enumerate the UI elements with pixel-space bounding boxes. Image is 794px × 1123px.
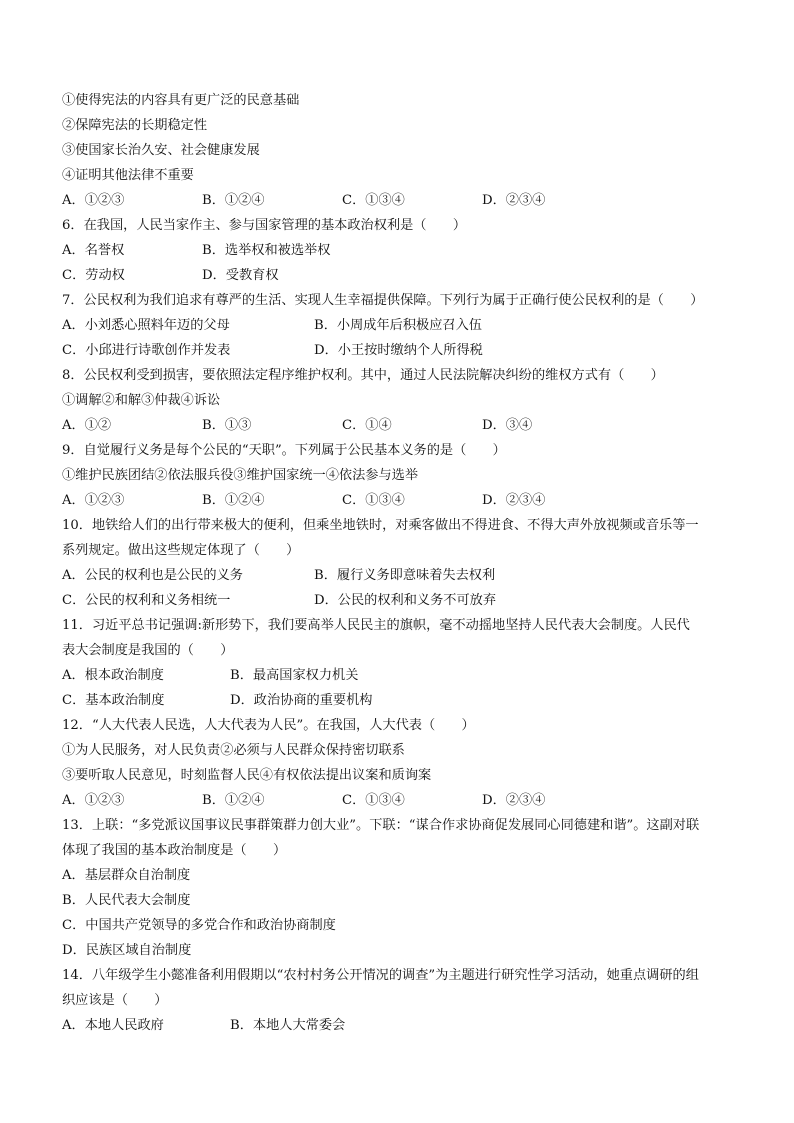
q7-option-d: D．小王按时缴纳个人所得税 <box>314 343 483 358</box>
q9-options <box>62 488 742 513</box>
q5-item-3: ③使国家长治久安、社会健康发展 <box>62 143 260 158</box>
q6-option-d: D．受教育权 <box>202 268 279 283</box>
q7-stem: 7．公民权利为我们追求有尊严的生活、实现人生幸福提供保障。下列行为属于正确行使公民权利的是（ ） <box>62 293 704 308</box>
q9-option-a: A．①②③ <box>62 493 125 508</box>
q14-stem-line2: 织应该是（ ） <box>62 993 168 1008</box>
q11-stem-line1: 11．习近平总书记强调:新形势下，我们要高举人民民主的旗帜，毫不动摇地坚持人民代表大会制度。人民代 <box>62 618 690 633</box>
q11-option-b: B．最高国家权力机关 <box>230 668 359 683</box>
q9-option-c: C．①③④ <box>342 493 405 508</box>
q11-option-c: C．基本政治制度 <box>62 693 165 708</box>
q7-option-b: B．小周成年后积极应召入伍 <box>314 318 482 333</box>
q11-option-a: A．根本政治制度 <box>62 668 164 683</box>
q12-options <box>62 788 742 813</box>
q6-option-b: B．选举权和被选举权 <box>202 243 331 258</box>
q10-option-d: D．公民的权利和义务不可放弃 <box>314 593 497 608</box>
q12-option-d: D．②③④ <box>482 793 546 808</box>
q5-option-c: C．①③④ <box>342 193 405 208</box>
q13-option-c: C．中国共产党领导的多党合作和政治协商制度 <box>62 918 336 933</box>
q10-options-row1 <box>62 563 742 588</box>
q12-option-b: B．①②④ <box>202 793 265 808</box>
question-sheet <box>62 88 742 1038</box>
q8-option-d: D．③④ <box>482 418 533 433</box>
q11-options-row2 <box>62 688 742 713</box>
q7-options-row2 <box>62 338 742 363</box>
q9-option-d: D．②③④ <box>482 493 546 508</box>
q8-option-a: A．①② <box>62 418 112 433</box>
q8-options <box>62 413 742 438</box>
q8-option-c: C．①④ <box>342 418 392 433</box>
q12-items-line1: ①为人民服务，对人民负责②必须与人民群众保持密切联系 <box>62 743 405 758</box>
q5-item-2: ②保障宪法的长期稳定性 <box>62 118 208 133</box>
q11-options-row1 <box>62 663 742 688</box>
q6-stem: 6．在我国，人民当家作主、参与国家管理的基本政治权利是（ ） <box>62 218 467 233</box>
q10-stem-line2: 系列规定。做出这些规定体现了（ ） <box>62 543 300 558</box>
q9-option-b: B．①②④ <box>202 493 265 508</box>
q12-items-line2: ③要听取人民意见，时刻监督人民④有权依法提出议案和质询案 <box>62 768 432 783</box>
q14-option-b: B．本地人大常委会 <box>230 1018 346 1033</box>
q10-option-b: B．履行义务即意味着失去权利 <box>314 568 496 583</box>
q13-stem-line2: 体现了我国的基本政治制度是（ ） <box>62 843 287 858</box>
q14-option-a: A．本地人民政府 <box>62 1018 164 1033</box>
q7-option-c: C．小邱进行诗歌创作并发表 <box>62 343 231 358</box>
q13-stem-line1: 13．上联：“多党派议国事议民事群策群力创大业”。下联：“谋合作求协商促发展同心同德建和谐”。这副对联 <box>62 818 700 833</box>
q6-option-c: C．劳动权 <box>62 268 125 283</box>
q10-stem-line1: 10．地铁给人们的出行带来极大的便利，但乘坐地铁时，对乘客做出不得进食、不得大声外放视频或音乐等一 <box>62 518 699 533</box>
q10-options-row2 <box>62 588 742 613</box>
q8-items: ①调解②和解③仲裁④诉讼 <box>62 393 221 408</box>
q13-option-d: D．民族区域自治制度 <box>62 943 192 958</box>
q14-stem-line1: 14．八年级学生小懿准备利用假期以“农村村务公开情况的调查”为主题进行研究性学习活动，她重点调研的组 <box>62 968 699 983</box>
q10-option-a: A．公民的权利也是公民的义务 <box>62 568 243 583</box>
q10-option-c: C．公民的权利和义务相统一 <box>62 593 231 608</box>
q13-option-a: A．基层群众自治制度 <box>62 868 191 883</box>
q9-stem: 9．自觉履行义务是每个公民的“天职”。下列属于公民基本义务的是（ ） <box>62 443 506 458</box>
q9-items: ①维护民族团结②依法服兵役③维护国家统一④依法参与选举 <box>62 468 419 483</box>
q6-options-row1 <box>62 238 742 263</box>
q8-stem: 8．公民权利受到损害，要依照法定程序维护权利。其中，通过人民法院解决纠纷的维权方式有（ ） <box>62 368 664 383</box>
q5-option-a: A．①②③ <box>62 193 125 208</box>
q12-option-c: C．①③④ <box>342 793 405 808</box>
q7-option-a: A．小刘悉心照料年迈的父母 <box>62 318 230 333</box>
q6-option-a: A．名誉权 <box>62 243 125 258</box>
q7-options-row1 <box>62 313 742 338</box>
q12-option-a: A．①②③ <box>62 793 125 808</box>
q5-item-4: ④证明其他法律不重要 <box>62 168 194 183</box>
q5-options <box>62 188 742 213</box>
q5-item-1: ①使得宪法的内容具有更广泛的民意基础 <box>62 93 300 108</box>
q13-option-b: B．人民代表大会制度 <box>62 893 191 908</box>
q12-stem: 12．“人大代表人民选，人大代表为人民”。在我国，人大代表（ ） <box>62 718 475 733</box>
q11-option-d: D．政治协商的重要机构 <box>230 693 373 708</box>
q11-stem-line2: 表大会制度是我国的（ ） <box>62 643 234 658</box>
q5-option-b: B．①②④ <box>202 193 265 208</box>
q14-options-row1 <box>62 1013 742 1038</box>
q8-option-b: B．①③ <box>202 418 252 433</box>
q5-option-d: D．②③④ <box>482 193 546 208</box>
q6-options-row2 <box>62 263 742 288</box>
